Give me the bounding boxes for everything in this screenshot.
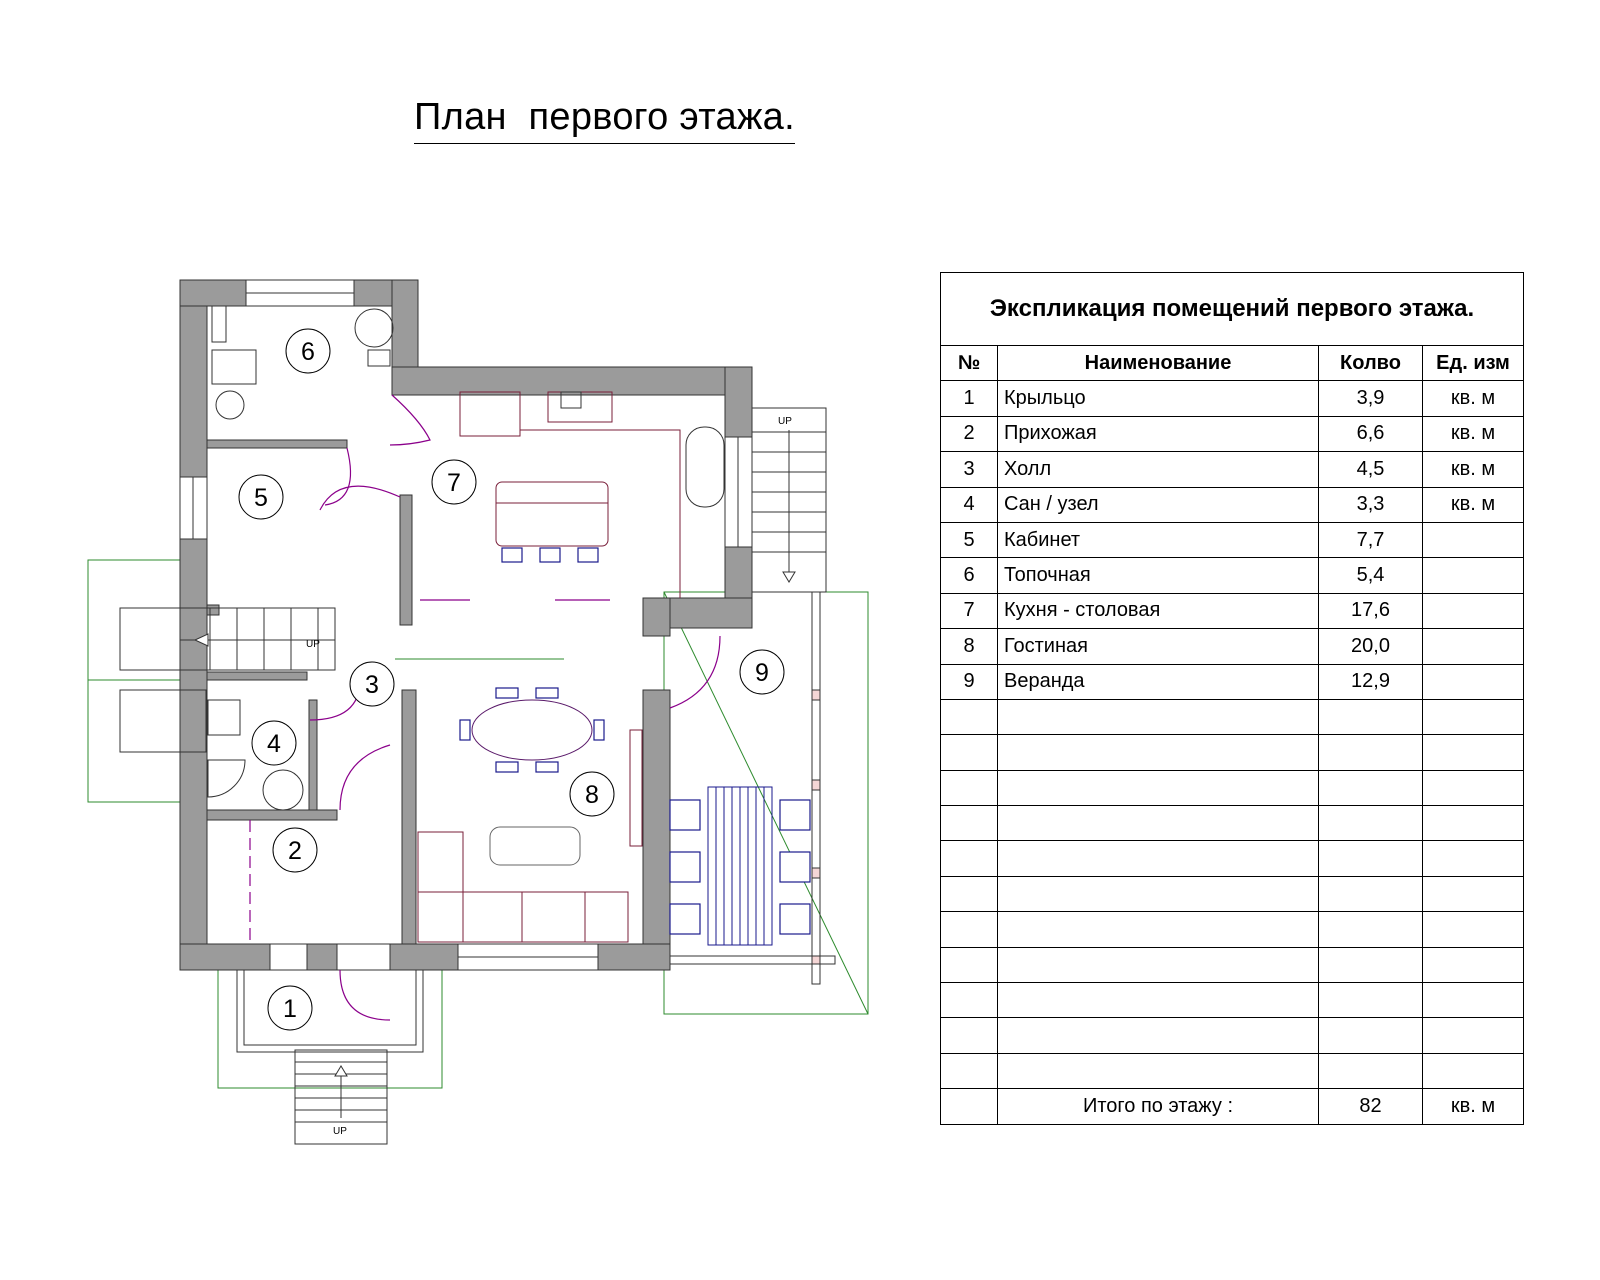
cell-unit — [1423, 699, 1524, 734]
cell-num: 1 — [941, 381, 998, 416]
cell-name: Кухня - столовая — [998, 593, 1319, 628]
cell-qty: 7,7 — [1319, 522, 1423, 557]
cell-num — [941, 699, 998, 734]
room-marker-6 — [286, 329, 330, 373]
room-marker-7 — [432, 460, 476, 504]
table-row — [941, 699, 1524, 734]
table-row — [941, 841, 1524, 876]
room-marker-2 — [273, 828, 317, 872]
cell-unit — [1423, 841, 1524, 876]
table-row — [941, 947, 1524, 982]
table-row — [941, 452, 1524, 487]
cell-name: Гостиная — [998, 629, 1319, 664]
cell-num — [941, 1053, 998, 1088]
cell-name: Холл — [998, 452, 1319, 487]
cell-name: Прихожая — [998, 416, 1319, 451]
cell-name — [998, 735, 1319, 770]
svg-text:8: 8 — [585, 781, 599, 809]
svg-text:9: 9 — [755, 659, 769, 687]
table-row — [941, 593, 1524, 628]
table-caption-row — [941, 273, 1524, 346]
cell-qty — [1319, 947, 1423, 982]
table-row — [941, 1053, 1524, 1088]
cell-qty — [1319, 912, 1423, 947]
cell-name — [998, 1053, 1319, 1088]
cell-unit — [1423, 664, 1524, 699]
table-row — [941, 381, 1524, 416]
header-qty: Колво — [1319, 346, 1423, 381]
table-row — [941, 629, 1524, 664]
cell-num: 8 — [941, 629, 998, 664]
room-marker-5 — [239, 475, 283, 519]
stair-label-veranda: UP — [778, 416, 792, 427]
table-row — [941, 806, 1524, 841]
svg-text:6: 6 — [301, 338, 315, 366]
cell-unit: кв. м — [1423, 381, 1524, 416]
table-body — [941, 381, 1524, 1089]
header-unit: Ед. изм — [1423, 346, 1524, 381]
room-marker-4 — [252, 721, 296, 765]
cell-unit — [1423, 806, 1524, 841]
table-row — [941, 558, 1524, 593]
table-row — [941, 487, 1524, 522]
cell-qty: 12,9 — [1319, 664, 1423, 699]
cell-num — [941, 983, 998, 1018]
cell-num: 4 — [941, 487, 998, 522]
cell-name — [998, 876, 1319, 911]
cell-qty — [1319, 1053, 1423, 1088]
cell-qty: 20,0 — [1319, 629, 1423, 664]
veranda-stairs — [752, 408, 826, 592]
cell-unit — [1423, 558, 1524, 593]
total-num-cell — [941, 1089, 998, 1124]
cell-qty — [1319, 770, 1423, 805]
cell-unit — [1423, 522, 1524, 557]
walls — [180, 280, 752, 970]
cell-name — [998, 841, 1319, 876]
header-name: Наименование — [998, 346, 1319, 381]
table-row — [941, 735, 1524, 770]
table-row — [941, 876, 1524, 911]
svg-text:7: 7 — [447, 469, 461, 497]
svg-text:4: 4 — [267, 730, 281, 758]
table-row — [941, 416, 1524, 451]
cell-qty — [1319, 876, 1423, 911]
cell-qty: 5,4 — [1319, 558, 1423, 593]
cell-unit — [1423, 1018, 1524, 1053]
cell-name: Крыльцо — [998, 381, 1319, 416]
cell-name — [998, 806, 1319, 841]
porch-stairs — [237, 970, 423, 1144]
cell-unit: кв. м — [1423, 487, 1524, 522]
header-num: № — [941, 346, 998, 381]
total-label: Итого по этажу : — [998, 1089, 1319, 1124]
cell-name — [998, 1018, 1319, 1053]
room-marker-1 — [268, 986, 312, 1030]
cell-qty — [1319, 983, 1423, 1018]
table-row — [941, 912, 1524, 947]
table-caption: Экспликация помещений первого этажа. — [941, 273, 1524, 346]
cell-unit: кв. м — [1423, 416, 1524, 451]
cell-num — [941, 947, 998, 982]
svg-text:1: 1 — [283, 995, 297, 1023]
svg-text:2: 2 — [288, 837, 302, 865]
table-row — [941, 522, 1524, 557]
cell-qty: 3,9 — [1319, 381, 1423, 416]
explication-table — [940, 272, 1524, 1125]
cell-name: Топочная — [998, 558, 1319, 593]
cell-qty — [1319, 806, 1423, 841]
cell-num — [941, 1018, 998, 1053]
cell-unit: кв. м — [1423, 452, 1524, 487]
cell-unit — [1423, 629, 1524, 664]
cell-num: 9 — [941, 664, 998, 699]
cell-qty — [1319, 1018, 1423, 1053]
cell-num — [941, 770, 998, 805]
cell-unit — [1423, 593, 1524, 628]
cell-num — [941, 876, 998, 911]
cell-unit — [1423, 770, 1524, 805]
cell-num — [941, 806, 998, 841]
cell-num: 3 — [941, 452, 998, 487]
cell-name — [998, 912, 1319, 947]
room-marker-3 — [350, 662, 394, 706]
table-row — [941, 1018, 1524, 1053]
cell-unit — [1423, 735, 1524, 770]
table-row — [941, 770, 1524, 805]
cell-name — [998, 947, 1319, 982]
svg-text:5: 5 — [254, 484, 268, 512]
cell-num: 7 — [941, 593, 998, 628]
cell-name: Сан / узел — [998, 487, 1319, 522]
cell-name — [998, 770, 1319, 805]
table-header-row — [941, 346, 1524, 381]
cell-qty: 4,5 — [1319, 452, 1423, 487]
cell-num: 2 — [941, 416, 998, 451]
cell-qty: 3,3 — [1319, 487, 1423, 522]
table-row — [941, 664, 1524, 699]
cell-name — [998, 983, 1319, 1018]
cell-unit — [1423, 947, 1524, 982]
svg-text:3: 3 — [365, 671, 379, 699]
total-qty: 82 — [1319, 1089, 1423, 1124]
cell-num — [941, 912, 998, 947]
cell-name: Веранда — [998, 664, 1319, 699]
cell-unit — [1423, 912, 1524, 947]
stair-label-interior: UP — [306, 639, 320, 650]
cell-unit — [1423, 876, 1524, 911]
cell-name: Кабинет — [998, 522, 1319, 557]
cell-num — [941, 735, 998, 770]
table-row — [941, 983, 1524, 1018]
chairs — [460, 548, 810, 934]
page-title: План первого этажа. — [414, 96, 795, 144]
room-markers — [239, 329, 784, 1030]
cell-unit — [1423, 983, 1524, 1018]
cell-qty — [1319, 699, 1423, 734]
cell-name — [998, 699, 1319, 734]
table-total-row — [941, 1089, 1524, 1124]
cell-qty — [1319, 735, 1423, 770]
stair-label-porch: UP — [333, 1126, 347, 1137]
total-unit: кв. м — [1423, 1089, 1524, 1124]
cell-qty: 6,6 — [1319, 416, 1423, 451]
room-marker-8 — [570, 772, 614, 816]
cell-num — [941, 841, 998, 876]
cell-qty — [1319, 841, 1423, 876]
cell-num: 6 — [941, 558, 998, 593]
cell-num: 5 — [941, 522, 998, 557]
cell-unit — [1423, 1053, 1524, 1088]
room-marker-9 — [740, 650, 784, 694]
cell-qty: 17,6 — [1319, 593, 1423, 628]
